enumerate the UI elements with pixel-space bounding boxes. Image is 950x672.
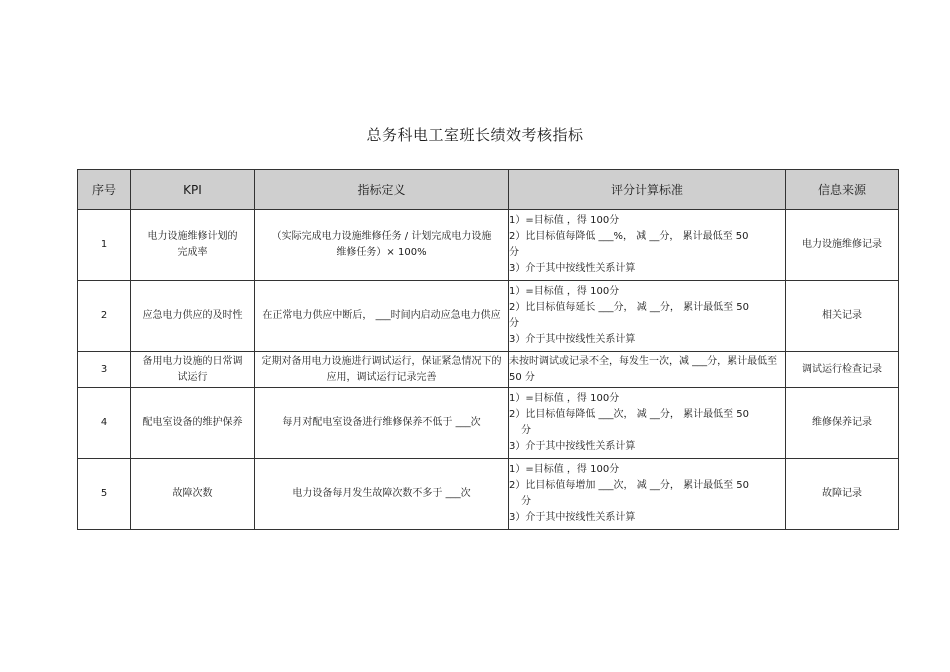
criteria-line: 分 bbox=[509, 318, 519, 329]
cell-seq: 3 bbox=[78, 352, 131, 388]
criteria-line: 1）=目标值 ，得 100分 bbox=[509, 464, 620, 475]
criteria-line: 2）比目标值每降低 ___%， 减 __分， 累计最低至 50 bbox=[509, 231, 749, 242]
cell-source: 维修保养记录 bbox=[786, 388, 899, 459]
table-row bbox=[78, 388, 899, 459]
cell-seq: 5 bbox=[78, 459, 131, 530]
cell-kpi: 故障次数 bbox=[131, 459, 255, 530]
cell-definition: 定期对备用电力设施进行调试运行，保证紧急情况下的应用，调试运行记录完善 bbox=[255, 352, 509, 388]
cell-kpi: 电力设施维修计划的完成率 bbox=[131, 210, 255, 281]
criteria-line: 分 bbox=[509, 247, 519, 258]
cell-seq: 4 bbox=[78, 388, 131, 459]
table-row bbox=[78, 210, 899, 281]
criteria-line: 2）比目标值每延长 ___分， 减 __分， 累计最低至 50 bbox=[509, 302, 749, 313]
criteria-line: 3）介于其中按线性关系计算 bbox=[509, 263, 636, 274]
table-row bbox=[78, 352, 899, 388]
cell-definition: 电力设备每月发生故障次数不多于 ___次 bbox=[255, 459, 509, 530]
cell-definition: 在正常电力供应中断后， ___时间内启动应急电力供应 bbox=[255, 281, 509, 352]
cell-criteria bbox=[509, 210, 786, 281]
table-header-row bbox=[78, 170, 899, 210]
cell-definition: 每月对配电室设备进行维修保养不低于 ___次 bbox=[255, 388, 509, 459]
criteria-line: 1）=目标值 ，得 100分 bbox=[509, 393, 620, 404]
cell-seq: 2 bbox=[78, 281, 131, 352]
criteria-line: 3）介于其中按线性关系计算 bbox=[509, 512, 636, 523]
header-criteria: 评分计算标准 bbox=[509, 170, 786, 210]
cell-kpi: 配电室设备的维护保养 bbox=[131, 388, 255, 459]
criteria-line: 分 bbox=[521, 496, 531, 507]
criteria-line: 未按时调试或记录不全，每发生一次，减 ___分，累计最低至 50 分 bbox=[509, 355, 778, 383]
cell-criteria bbox=[509, 281, 786, 352]
criteria-line: 1）=目标值 ，得 100分 bbox=[509, 215, 620, 226]
header-seq: 序号 bbox=[78, 170, 131, 210]
cell-source: 故障记录 bbox=[786, 459, 899, 530]
header-source: 信息来源 bbox=[786, 170, 899, 210]
criteria-line: 1）=目标值 ，得 100分 bbox=[509, 286, 620, 297]
cell-seq: 1 bbox=[78, 210, 131, 281]
cell-source: 电力设施维修记录 bbox=[786, 210, 899, 281]
criteria-line: 3）介于其中按线性关系计算 bbox=[509, 334, 636, 345]
document-title: 总务科电工室班长绩效考核指标 bbox=[366, 126, 584, 144]
cell-criteria bbox=[509, 388, 786, 459]
cell-kpi: 应急电力供应的及时性 bbox=[131, 281, 255, 352]
cell-source: 调试运行检查记录 bbox=[786, 352, 899, 388]
criteria-line: 3）介于其中按线性关系计算 bbox=[509, 441, 636, 452]
table-row bbox=[78, 281, 899, 352]
criteria-line: 2）比目标值每增加 ___次， 减 __分， 累计最低至 50 bbox=[509, 480, 749, 491]
cell-criteria bbox=[509, 459, 786, 530]
kpi-table bbox=[77, 169, 899, 530]
criteria-line: 2）比目标值每降低 ___次， 减 __分， 累计最低至 50 bbox=[509, 409, 749, 420]
header-kpi: KPI bbox=[131, 170, 255, 210]
table-row bbox=[78, 459, 899, 530]
cell-kpi: 备用电力设施的日常调试运行 bbox=[131, 352, 255, 388]
cell-definition: （实际完成电力设施维修任务 / 计划完成电力设施维修任务）× 100% bbox=[255, 210, 509, 281]
cell-source: 相关记录 bbox=[786, 281, 899, 352]
cell-criteria bbox=[509, 352, 786, 388]
header-definition: 指标定义 bbox=[255, 170, 509, 210]
criteria-line: 分 bbox=[521, 425, 531, 436]
